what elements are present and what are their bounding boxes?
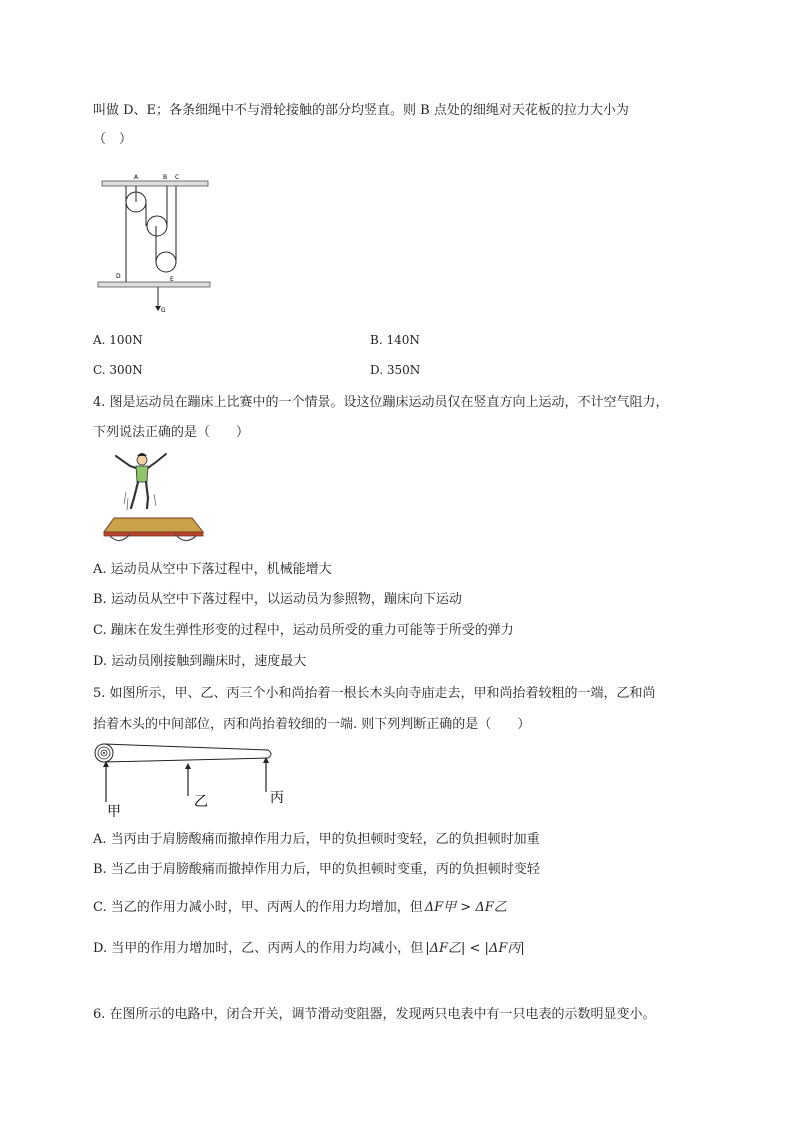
pulley-diagram [96,168,216,316]
q3-option-d: D. 350N [370,363,421,377]
label-e: E [170,276,174,283]
q5-option-c-text: C. 当乙的作用力减小时，甲、丙两人的作用力均增加，但 [93,900,423,915]
ceiling [102,181,208,186]
trampoline-bed [104,518,203,532]
q3-stem-line1: 叫做 D、E；各条细绳中不与滑轮接触的部分均竖直。则 B 点处的细绳对天花板的拉力大小为 [93,103,629,118]
q5-stem-line2: 抬着木头的中间部位，丙和尚抬着较细的一端. 则下列判断正确的是（ ） [93,717,531,732]
log-diagram [90,740,290,820]
label-jia: 甲 [107,804,121,820]
q4-option-d: D. 运动员刚接触到蹦床时，速度最大 [93,654,307,669]
label-yi: 乙 [194,794,208,810]
trampoline-illustration [100,448,205,550]
label-d: D [116,273,121,280]
q3-option-b: B. 140N [370,333,420,347]
athlete-body [136,466,148,482]
q4-option-b: B. 运动员从空中下落过程中，以运动员为参照物，蹦床向下运动 [93,592,462,607]
q5-option-c [93,899,507,917]
q5-option-b: B. 当乙由于肩膀酸痛而撤掉作用力后，甲的负担顿时变重，丙的负担顿时变轻 [93,862,540,877]
q4-stem-line2: 下列说法正确的是（ ） [93,425,250,440]
pulley-3 [156,252,176,272]
athlete-right-arm [148,454,166,468]
q3-stem-line2: （ ） [93,132,133,147]
floor [98,282,210,287]
q5-stem-line1: 5. 如图所示，甲、乙、丙三个小和尚抬着一根长木头向寺庙走去，甲和尚抬着较粗的一端，乙和尚 [93,686,656,701]
q5-option-d-formula: |ΔF乙| < |ΔF丙| [425,941,525,956]
label-bing: 丙 [270,790,284,806]
label-c: C [175,174,180,181]
athlete-left-arm [116,456,136,468]
q5-option-a: A. 当丙由于肩膀酸痛而撤掉作用力后，甲的负担顿时变轻，乙的负担顿时加重 [93,832,540,847]
label-b: B [163,174,168,181]
q5-option-c-formula: ΔF甲 > ΔF乙 [424,900,507,915]
q5-option-d-text: D. 当甲的作用力增加时，乙、丙两人的作用力均减小，但 [93,941,424,956]
q6-stem-line1: 6. 在图所示的电路中，闭合开关，调节滑动变阻器，发现两只电表中有一只电表的示数明显变小。 [93,1007,656,1022]
q4-stem-line1: 4. 图是运动员在蹦床上比赛中的一个情景。设这位蹦床运动员仅在竖直方向上运动，不计空气阻力， [93,395,669,410]
label-a: A [134,174,139,181]
pulley-2 [147,216,167,236]
q3-option-a: A. 100N [93,333,143,347]
label-g: G [161,307,166,314]
log [104,744,271,762]
athlete-head [137,455,147,465]
q3-option-c: C. 300N [93,363,143,377]
q4-option-a: A. 运动员从空中下落过程中，机械能增大 [93,562,332,577]
q4-option-c: C. 蹦床在发生弹性形变的过程中，运动员所受的重力可能等于所受的弹力 [93,623,514,638]
q5-option-d [93,940,525,958]
